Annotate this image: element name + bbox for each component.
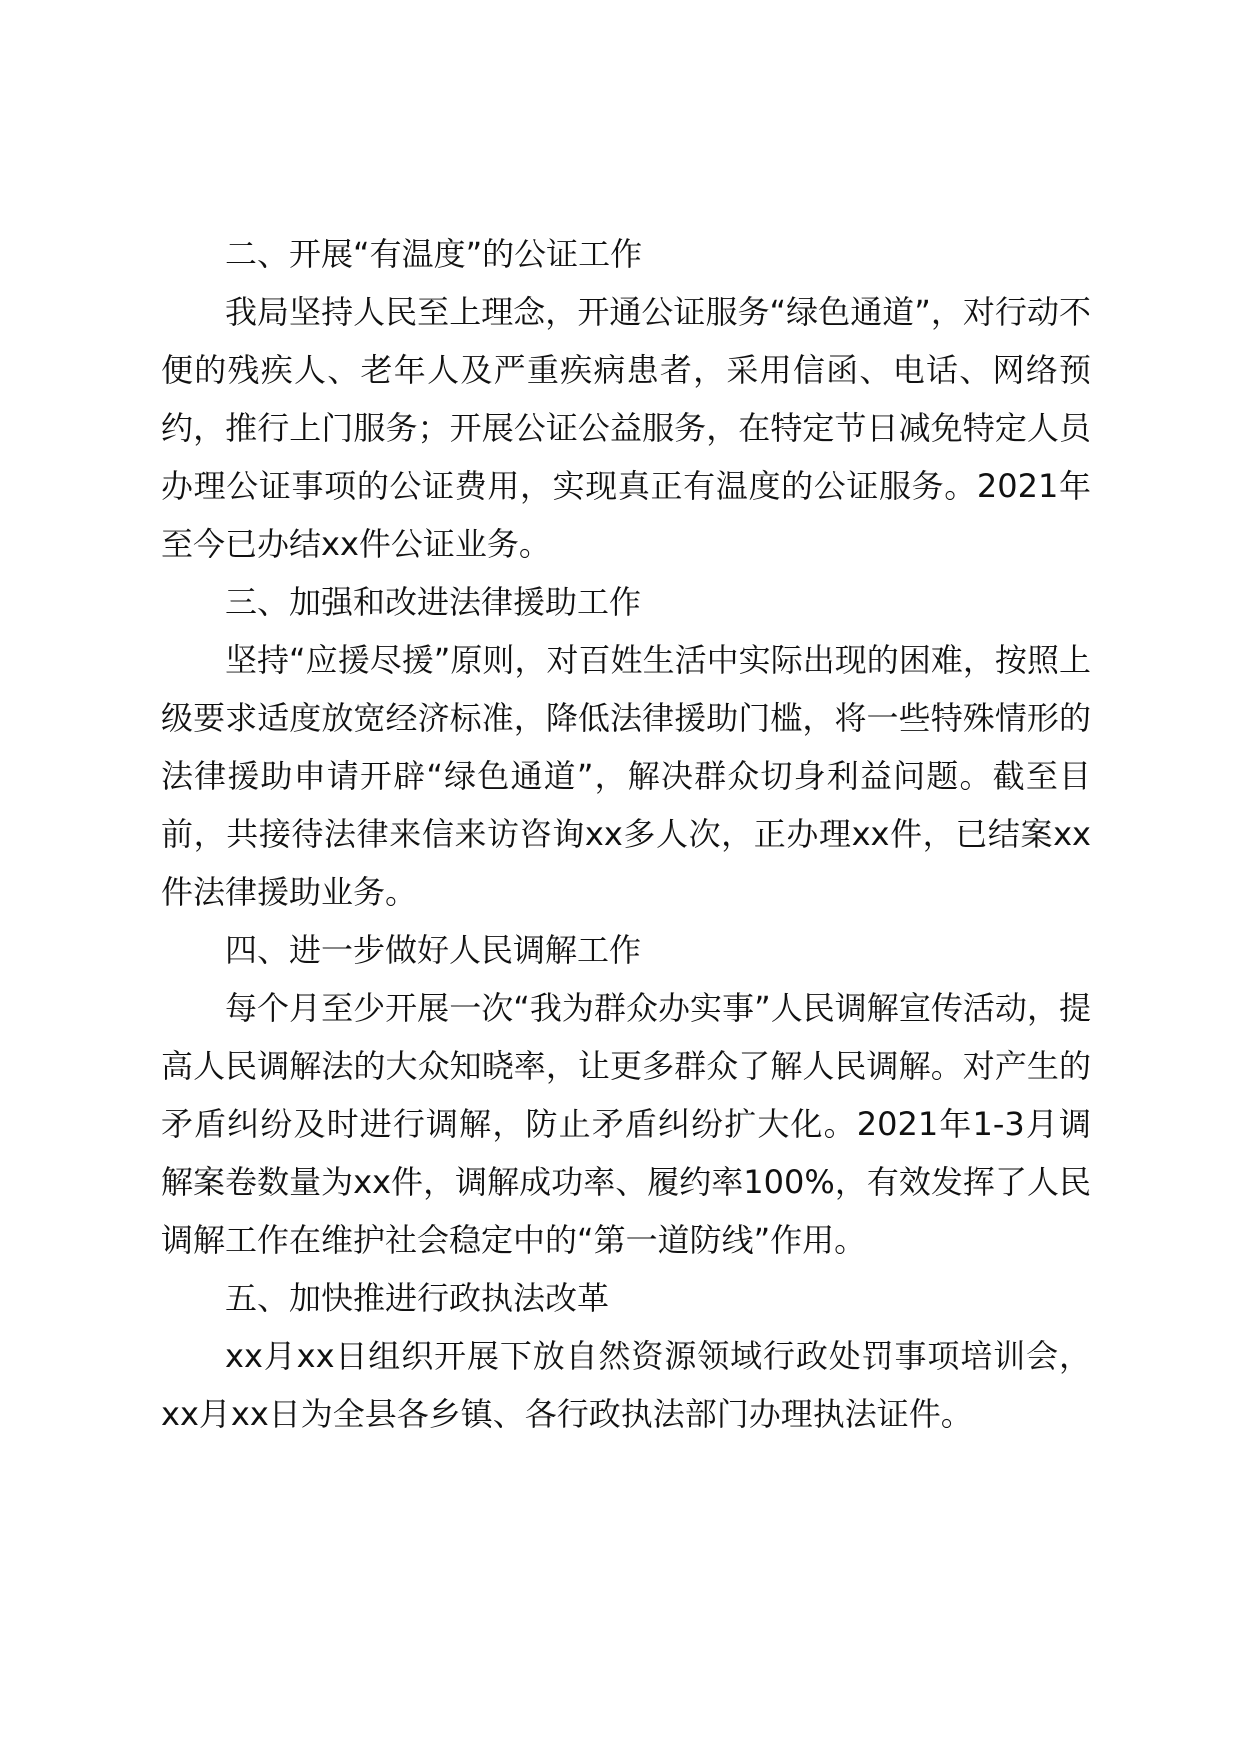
paragraph-law-enforcement: xx月xx日组织开展下放自然资源领域行政处罚事项培训会，xx月xx日为全县各乡镇、各行政执法部门办理执法证件。: [161, 1337, 1091, 1433]
section-heading-law-enforcement: 五、加快推进行政执法改革: [225, 1279, 610, 1317]
section-heading-notary: 二、开展“有温度”的公证工作: [225, 235, 643, 273]
document-body: [161, 225, 1091, 1443]
section-heading-legal-aid: 三、加强和改进法律援助工作: [225, 583, 642, 621]
paragraph-mediation: 每个月至少开展一次“我为群众办实事”人民调解宣传活动，提高人民调解法的大众知晓率，让更多群众了解人民调解。对产生的矛盾纠纷及时进行调解，防止矛盾纠纷扩大化。2021年1-3月调解案卷数量为xx件，调解成功率、履约率100%，有效发挥了人民调解工作在维护社会稳定中的“第一道防线”作用。: [161, 989, 1091, 1259]
paragraph-notary: 我局坚持人民至上理念，开通公证服务“绿色通道”，对行动不便的残疾人、老年人及严重疾病患者，采用信函、电话、网络预约，推行上门服务；开展公证公益服务，在特定节日减免特定人员办理公证事项的公证费用，实现真正有温度的公证服务。2021年至今已办结xx件公证业务。: [161, 293, 1091, 563]
section-heading-mediation: 四、进一步做好人民调解工作: [225, 931, 642, 969]
paragraph-legal-aid: 坚持“应援尽援”原则，对百姓生活中实际出现的困难，按照上级要求适度放宽经济标准，降低法律援助门槛，将一些特殊情形的法律援助申请开辟“绿色通道”，解决群众切身利益问题。截至目前，共接待法律来信来访咨询xx多人次，正办理xx件，已结案xx件法律援助业务。: [161, 641, 1091, 911]
